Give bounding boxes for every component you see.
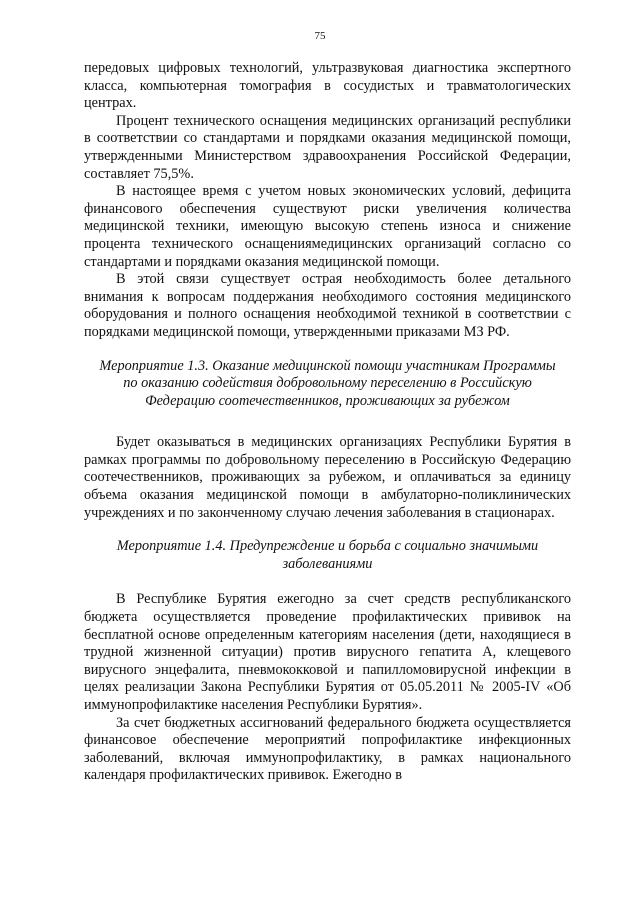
page-number: 75 bbox=[314, 30, 326, 42]
paragraph-continuation: передовых цифровых технологий, ультразвуковая диагностика экспертного класса, компьютерная томография в сосудистых и травматологических центрах. bbox=[84, 60, 571, 112]
paragraph-equipment-percent: Процент технического оснащения медицинских организаций республики в соответствии со стандартами и порядками оказания медицинской помощи, утвержденными Министерством здравоохранения Российской Федерации, составляет 75,5%. bbox=[84, 112, 571, 182]
paragraph-resettlement-care: Будет оказываться в медицинских организациях Республики Бурятия в рамках программы по добровольному переселению в Российскую Федерацию соотечественников, проживающих за рубежом, и оплачиваться за единицу объема оказания медицинской помощи в амбулаторно-поликлинических учреждениях и по законченному случаю лечения заболевания в стационарах. bbox=[84, 434, 571, 521]
paragraph-risks: В настоящее время с учетом новых экономических условий, дефицита финансового обеспечения существуют риски увеличения количества медицинской техники, имеющую высокую степень износа и снижение процента технического оснащениямедицинских организаций согласно со стандартами и порядками оказания медицинской помощи. bbox=[84, 183, 571, 270]
section-heading-1-3: Мероприятие 1.3. Оказание медицинской помощи участникам Программы по оказанию содействия добровольному переселению в Российскую Федерацию соотечественников, проживающих за рубежом bbox=[99, 357, 556, 409]
paragraph-vaccination-federal: За счет бюджетных ассигнований федерального бюджета осуществляется финансовое обеспечение мероприятий попрофилактике инфекционных заболеваний, включая иммунопрофилактику, в рамках национального календаря профилактических прививок. Ежегодно в bbox=[84, 714, 571, 784]
paragraph-necessity: В этой связи существует острая необходимость более детального внимания к вопросам поддержания необходимого состояния медицинского оборудования и полного оснащения необходимой техникой в соответствии с порядками медицинской помощи, утвержденными приказами МЗ РФ. bbox=[84, 271, 571, 340]
paragraph-vaccination-republic: В Республике Бурятия ежегодно за счет средств республиканского бюджета осуществляется проведение профилактических прививок на бесплатной основе определенным категориям населения (дети, находящиеся в трудной жизненной ситуации) против вирусного гепатита А, клещевого вирусного энцефалита, пневмококковой и папилломовирусной инфекции в целях реализации Закона Республики Бурятия от 05.05.2011 № 2005-IV «Об иммунопрофилактике населения Республики Бурятия». bbox=[84, 591, 571, 713]
section-heading-1-4: Мероприятие 1.4. Предупреждение и борьба с социально значимыми заболеваниями bbox=[116, 538, 539, 572]
document-body bbox=[84, 60, 571, 785]
